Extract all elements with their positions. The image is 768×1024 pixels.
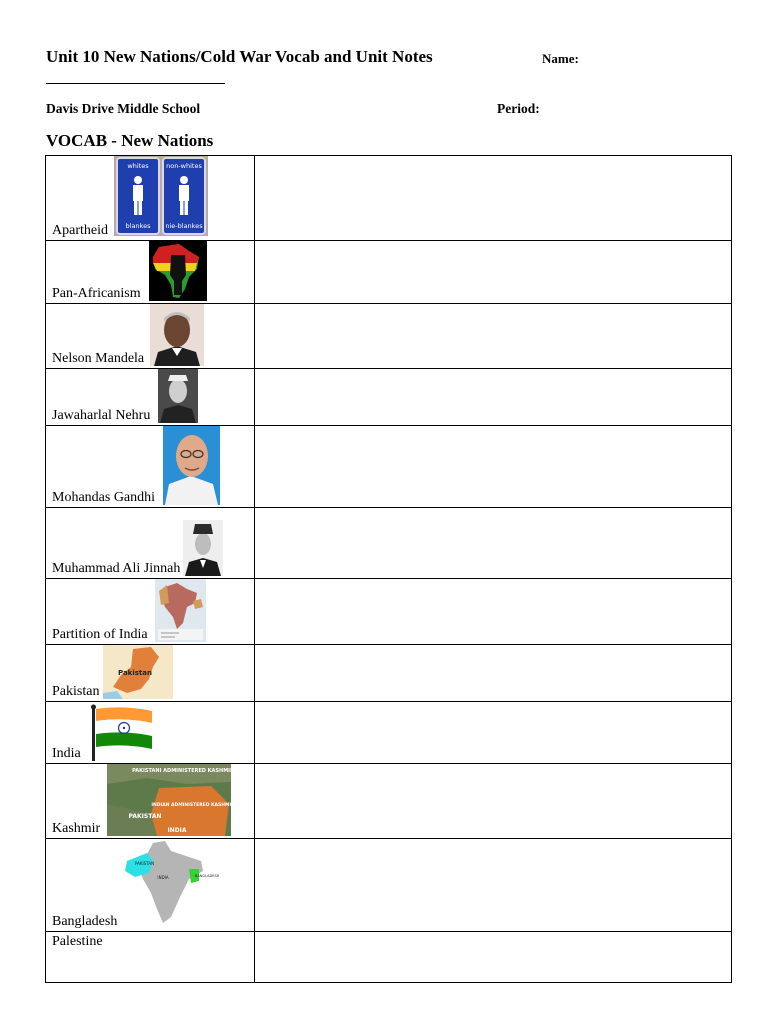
table-row bbox=[46, 156, 732, 241]
term-cell bbox=[46, 369, 255, 426]
definition-cell[interactable] bbox=[255, 156, 732, 241]
table-row bbox=[46, 369, 732, 426]
definition-cell[interactable] bbox=[255, 304, 732, 369]
india-flag-image bbox=[86, 703, 158, 761]
apartheid-right-bottom-text: nie-blankes bbox=[165, 222, 203, 230]
partition-map-image bbox=[155, 579, 206, 642]
page-title: Unit 10 New Nations/Cold War Vocab and Unit Notes bbox=[46, 47, 433, 66]
definition-cell[interactable] bbox=[255, 702, 732, 764]
bangladesh-east-label: BANGLADESH bbox=[195, 874, 220, 878]
table-row bbox=[46, 839, 732, 932]
term-label: Pakistan bbox=[52, 684, 100, 699]
term-cell bbox=[46, 156, 255, 241]
table-row bbox=[46, 579, 732, 645]
term-label: Bangladesh bbox=[52, 914, 118, 929]
definition-cell[interactable] bbox=[255, 579, 732, 645]
table-row bbox=[46, 764, 732, 839]
period-label: Period: bbox=[497, 101, 540, 116]
table-row bbox=[46, 508, 732, 579]
term-label: India bbox=[52, 746, 81, 761]
definition-cell[interactable] bbox=[255, 839, 732, 932]
apartheid-left-bottom-text: blankes bbox=[125, 222, 151, 230]
table-row bbox=[46, 645, 732, 702]
term-cell bbox=[46, 702, 255, 764]
table-row bbox=[46, 304, 732, 369]
pan-africanism-fist-image bbox=[149, 241, 207, 301]
term-cell bbox=[46, 764, 255, 839]
vocab-table bbox=[45, 155, 732, 983]
definition-cell[interactable] bbox=[255, 764, 732, 839]
section-title: VOCAB - New Nations bbox=[46, 131, 214, 150]
table-row bbox=[46, 426, 732, 508]
term-label: Palestine bbox=[52, 934, 103, 949]
term-cell bbox=[46, 304, 255, 369]
term-label: Kashmir bbox=[52, 821, 101, 836]
definition-cell[interactable] bbox=[255, 369, 732, 426]
term-cell bbox=[46, 426, 255, 508]
name-label: Name: bbox=[542, 51, 579, 66]
pakistan-map-image bbox=[103, 645, 173, 699]
term-label: Nelson Mandela bbox=[52, 351, 145, 366]
term-cell bbox=[46, 579, 255, 645]
definition-cell[interactable] bbox=[255, 508, 732, 579]
term-cell bbox=[46, 645, 255, 702]
term-label: Muhammad Ali Jinnah bbox=[52, 561, 181, 576]
jinnah-portrait bbox=[183, 520, 223, 576]
definition-cell[interactable] bbox=[255, 426, 732, 508]
nelson-mandela-portrait bbox=[150, 304, 204, 366]
table-row bbox=[46, 241, 732, 304]
gandhi-portrait bbox=[163, 426, 220, 505]
nehru-portrait bbox=[158, 369, 198, 423]
apartheid-right-top-text: non-whites bbox=[166, 162, 202, 170]
bangladesh-map-image bbox=[123, 839, 220, 929]
apartheid-left-top-text: whites bbox=[127, 162, 149, 170]
term-cell bbox=[46, 508, 255, 579]
kashmir-mid-label: INDIAN ADMINISTERED KASHMIR bbox=[151, 803, 235, 808]
kashmir-top-label: PAKISTANI ADMINISTERED KASHMIR bbox=[132, 768, 235, 774]
term-label: Mohandas Gandhi bbox=[52, 490, 156, 505]
kashmir-left-label: PAKISTAN bbox=[128, 813, 162, 820]
term-cell bbox=[46, 932, 255, 983]
term-cell bbox=[46, 839, 255, 932]
pakistan-map-label: Pakistan bbox=[118, 669, 153, 677]
table-row bbox=[46, 702, 732, 764]
definition-cell[interactable] bbox=[255, 241, 732, 304]
apartheid-signs-image bbox=[114, 156, 208, 236]
definition-cell[interactable] bbox=[255, 932, 732, 983]
bangladesh-mid-label: INDIA bbox=[157, 875, 169, 880]
term-label: Partition of India bbox=[52, 627, 148, 642]
school-name: Davis Drive Middle School bbox=[46, 101, 201, 116]
term-label: Jawaharlal Nehru bbox=[52, 408, 151, 423]
term-label: Apartheid bbox=[52, 223, 108, 238]
name-blank-line bbox=[46, 83, 225, 84]
definition-cell[interactable] bbox=[255, 645, 732, 702]
term-label: Pan-Africanism bbox=[52, 286, 141, 301]
kashmir-bottom-label: INDIA bbox=[167, 827, 187, 834]
table-row bbox=[46, 932, 732, 983]
term-cell bbox=[46, 241, 255, 304]
bangladesh-west-label: PAKISTAN bbox=[135, 861, 155, 866]
kashmir-map-image bbox=[107, 764, 235, 836]
